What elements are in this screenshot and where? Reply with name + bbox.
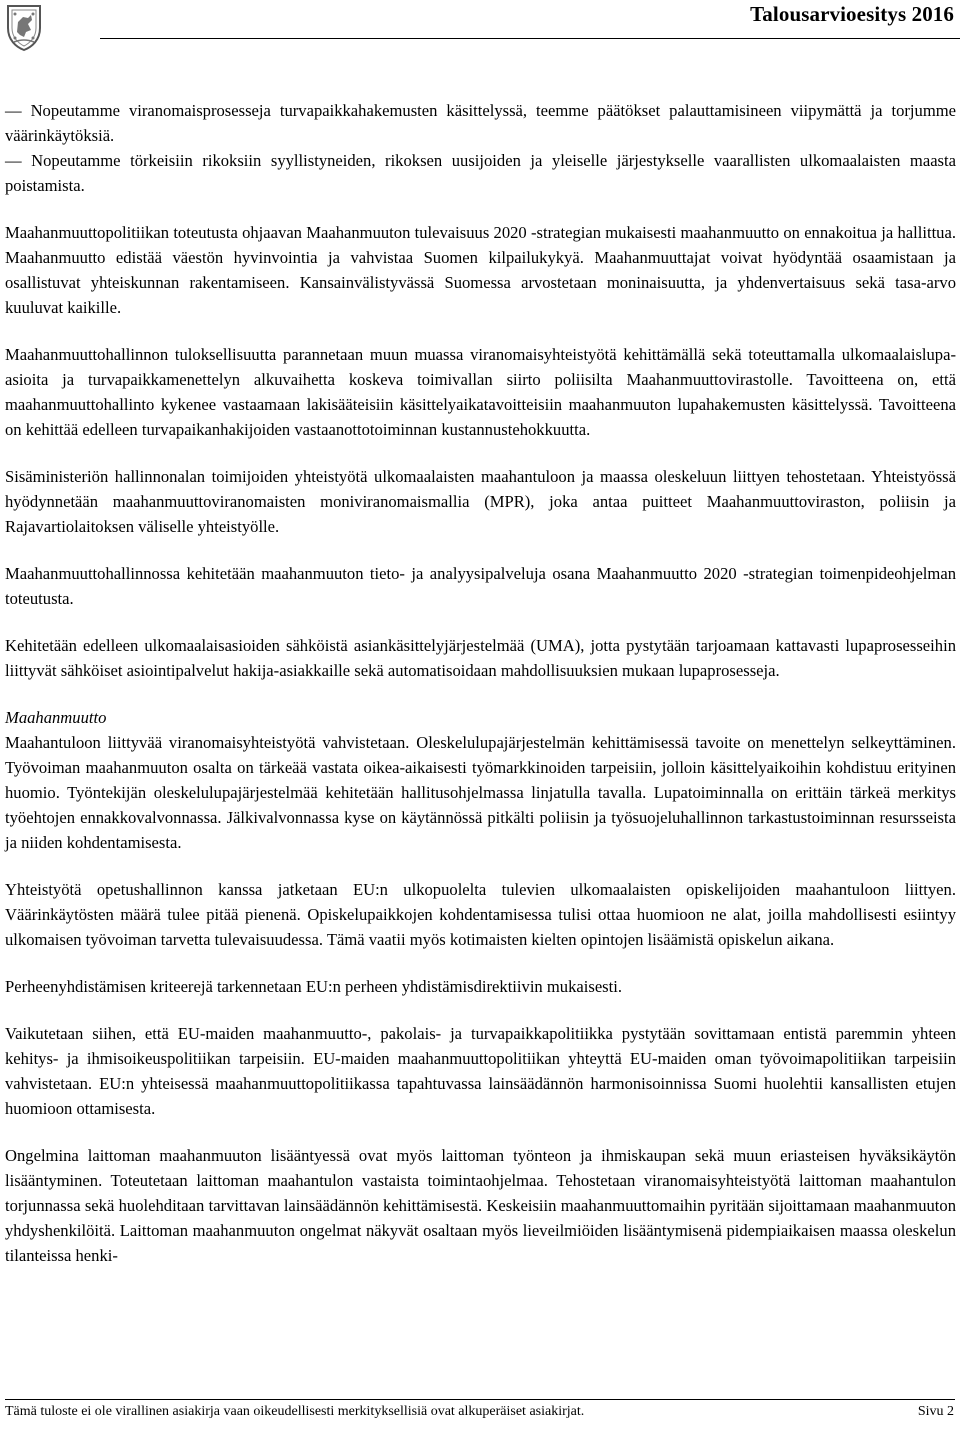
paragraph: Ongelmina laittoman maahanmuuton lisääntyessä ovat myös laittoman työnteon ja ihmiskaupan sekä muun eriasteisen hyväksikäytön lisääntyminen. Toteutetaan laittoman maahantulon vastaista toimintaohjelmaa. Tehostetaan viranomaisyhteistyötä laittoman maahantulon torjunnassa sekä huolehditaan tarvittavan lainsäädännön kehittämisestä. Keskeisiin maahanmuuttomaihin pyritään sijoittamaan maahanmuuton yhdyshenkilöitä. Laittoman maahanmuuton ongelmat näkyvät osaltaan myös lieveilmiöiden lisääntymisenä pidempiaikaisen maassa oleskelun tilanteissa henki-: [5, 1146, 956, 1265]
header-divider: [100, 38, 960, 39]
section-heading: Maahanmuutto: [5, 708, 107, 727]
document-title: Talousarvioesitys 2016: [750, 2, 954, 26]
bullet-item: — Nopeutamme törkeisiin rikoksiin syyllistyneiden, rikoksen uusijoiden ja yleiselle järjestykselle vaarallisten ulkomaalaisten maasta poistamista.: [5, 151, 956, 195]
paragraph: Sisäministeriön hallinnonalan toimijoiden yhteistyötä ulkomaalaisten maahantuloon ja maassa oleskeluun liittyen tehostetaan. Yhteistyössä hyödynnetään maahanmuuttoviranomaisten moniviranomaismallia (MPR), joka antaa puitteet Maahanmuuttoviraston, poliisin ja Rajavartiolaitoksen väliselle yhteistyölle.: [5, 467, 956, 536]
section-intro: Maahantuloon liittyvää viranomaisyhteistyötä vahvistetaan. Oleskelulupajärjestelmän kehittämisessä tavoite on menettelyn selkeyttäminen. Työvoiman maahanmuuton osalta on tärkeää vastata oikea-aikaisesti työmarkkinoiden tarpeisiin, jolloin käsittelyaikoihin kohdistuu erityinen huomio. Työntekijän oleskelulupajärjestelmää kehitetään hallitusohjelmassa linjatulla tavalla. Lupatoiminnalla on erittäin tärkeä merkitys työehtojen ennakkovalvonnassa. Jälkivalvonnassa kyse on käytännössä pitkälti poliisin ja työsuojeluhallinnon tarkastustoiminnan resursseista ja niiden kohdentamisesta.: [5, 733, 956, 852]
paragraph: Kehitetään edelleen ulkomaalaisasioiden sähköistä asiankäsittelyjärjestelmää (UMA), jotta pystytään tarjoamaan kattavasti lupaprosesseihin liittyvät sähköiset asiointipalvelut hakija-asiakkaille sekä automatisoidaan mahdollisuuksien mukaan lupaprosesseja.: [5, 636, 956, 680]
paragraph: Maahanmuuttopolitiikan toteutusta ohjaavan Maahanmuuton tulevaisuus 2020 -strategian mukaisesti maahanmuutto on ennakoitua ja hallittua. Maahanmuutto edistää väestön hyvinvointia ja vahvistaa Suomen kilpailukykyä. Maahanmuuttajat voivat hyödyntää osaamistaan ja osallistuvat yhteiskunnan rakentamiseen. Kansainvälistyvässä Suomessa arvostetaan moninaisuutta, ja yhdenvertaisuus sekä tasa-arvo kuuluvat kaikille.: [5, 223, 956, 317]
finnish-coat-of-arms-icon: [4, 2, 44, 52]
footer-disclaimer: Tämä tuloste ei ole virallinen asiakirja vaan oikeudellisesti merkityksellisiä ovat alkuperäiset asiakirjat.: [5, 1404, 585, 1419]
document-body: [5, 98, 956, 1290]
paragraph: Vaikutetaan siihen, että EU-maiden maahanmuutto-, pakolais- ja turvapaikkapolitiikka pystytään sovittamaan entistä paremmin yhteen kehitys- ja ihmisoikeuspolitiikan tarpeisiin. EU-maiden maahanmuuttopolitiikan yhteyttä EU-maiden oman työvoimapolitiikan tarpeisiin vahvistetaan. EU:n yhteisessä maahanmuuttopolitiikassa tapahtuvassa lainsäädännön harmonisoinnissa Suomi huolehtii kansallisten etujen huomioon ottamisesta.: [5, 1024, 956, 1118]
bullet-item: — Nopeutamme viranomaisprosesseja turvapaikkahakemusten käsittelyssä, teemme päätökset palauttamisineen viipymättä ja torjumme väärinkäytöksiä.: [5, 101, 956, 145]
paragraph: Maahanmuuttohallinnossa kehitetään maahanmuuton tieto- ja analyysipalveluja osana Maahanmuutto 2020 -strategian toimenpideohjelman toteutusta.: [5, 564, 956, 608]
footer-divider: [5, 1399, 955, 1400]
page-number: Sivu 2: [917, 1404, 954, 1419]
paragraph: Maahanmuuttohallinnon tuloksellisuutta parannetaan muun muassa viranomaisyhteistyötä kehittämällä sekä toteuttamalla ulkomaalaislupa-asioita ja turvapaikkamenettelyn alkuvaihetta koskeva toimivallan siirto poliisilta Maahanmuuttovirastolle. Tavoitteena on, että maahanmuuttohallinto kykenee vastaamaan lakisääteisiin käsittelyaikatavoitteisiin maahanmuuton lupahakemusten käsittelyssä. Tavoitteena on kehittää edelleen turvapaikanhakijoiden vastaanottotoiminnan kustannustehokkuutta.: [5, 345, 956, 439]
section-block: [5, 705, 956, 855]
paragraph: Yhteistyötä opetushallinnon kanssa jatketaan EU:n ulkopuolelta tulevien ulkomaalaisten opiskelijoiden maahantuloon liittyen. Väärinkäytösten määrä tulee pitää pienenä. Opiskelupaikkojen kohdentamisessa tulisi ottaa huomioon ne alat, joilla mahdollisesti esiintyy ulkomaisen työvoiman tarvetta tulevaisuudessa. Tämä vaatii myös kotimaisten kielten opintojen lisäämistä opiskelun aikana.: [5, 880, 956, 949]
paragraph: Perheenyhdistämisen kriteerejä tarkennetaan EU:n perheen yhdistämisdirektiivin mukaisesti.: [5, 977, 623, 996]
